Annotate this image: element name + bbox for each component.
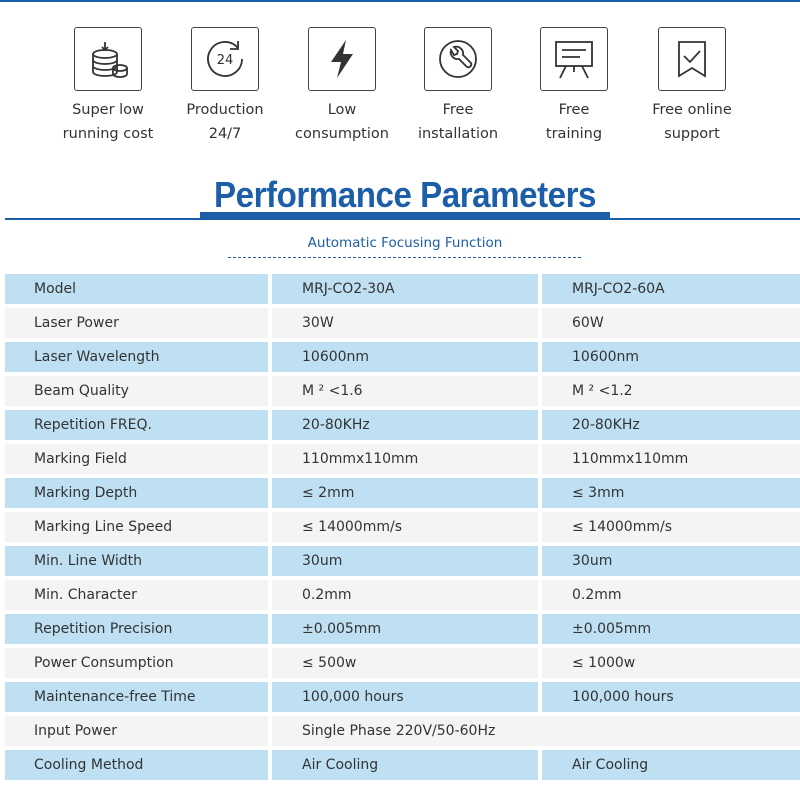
clock-24-icon xyxy=(191,27,259,91)
table-row xyxy=(5,546,800,576)
subtitle-dashed-line xyxy=(228,257,581,258)
table-row xyxy=(5,444,800,474)
table-row xyxy=(5,376,800,406)
feature-caption: Free training xyxy=(545,102,603,142)
param-label: Model xyxy=(5,274,268,304)
param-label: Min. Line Width xyxy=(5,546,268,576)
param-label: Cooling Method xyxy=(5,750,268,780)
table-row xyxy=(5,342,800,372)
param-value-60a: ±0.005mm xyxy=(542,614,800,644)
wrench-icon xyxy=(424,27,492,91)
param-value-60a: M ² <1.2 xyxy=(542,376,800,406)
top-border-line xyxy=(0,0,800,2)
param-value-30a: M ² <1.6 xyxy=(272,376,538,406)
param-value-60a: ≤ 3mm xyxy=(542,478,800,508)
param-value-60a: 60W xyxy=(542,308,800,338)
param-value-60a: Air Cooling xyxy=(542,750,800,780)
feature-training xyxy=(514,27,634,146)
param-value-30a: 20-80KHz xyxy=(272,410,538,440)
svg-text:24: 24 xyxy=(216,53,234,68)
param-label: Marking Line Speed xyxy=(5,512,268,542)
table-row xyxy=(5,274,800,304)
table-row xyxy=(5,648,800,678)
param-value-30a: ±0.005mm xyxy=(272,614,538,644)
param-value-30a: ≤ 14000mm/s xyxy=(272,512,538,542)
param-value-30a: 100,000 hours xyxy=(272,682,538,712)
param-value-60a: 110mmx110mm xyxy=(542,444,800,474)
section-subtitle: Automatic Focusing Function xyxy=(307,235,503,251)
support-check-icon xyxy=(658,27,726,91)
param-value-30a: 10600nm xyxy=(272,342,538,372)
param-value-60a: ≤ 1000w xyxy=(542,648,800,678)
lightning-icon xyxy=(308,27,376,91)
param-value-30a: ≤ 500w xyxy=(272,648,538,678)
param-label: Laser Wavelength xyxy=(5,342,268,372)
feature-caption: Low consumption xyxy=(295,102,389,142)
param-value-30a: Air Cooling xyxy=(272,750,538,780)
param-label: Beam Quality xyxy=(5,376,268,406)
param-label: Power Consumption xyxy=(5,648,268,678)
param-label: Min. Character xyxy=(5,580,268,610)
feature-caption: Free online support xyxy=(652,102,732,142)
param-label: Repetition FREQ. xyxy=(5,410,268,440)
param-label: Input Power xyxy=(5,716,268,746)
param-value-30a: 30W xyxy=(272,308,538,338)
param-value-30a: ≤ 2mm xyxy=(272,478,538,508)
param-label: Maintenance-free Time xyxy=(5,682,268,712)
table-row xyxy=(5,308,800,338)
section-header xyxy=(0,172,800,232)
table-row xyxy=(5,750,800,780)
param-value-30a: 110mmx110mm xyxy=(272,444,538,474)
feature-support xyxy=(632,27,752,146)
feature-running-cost xyxy=(48,27,168,146)
feature-caption: Production 24/7 xyxy=(186,102,264,142)
param-value-60a: 100,000 hours xyxy=(542,682,800,712)
coins-icon xyxy=(74,27,142,91)
feature-strip xyxy=(0,27,800,157)
table-row xyxy=(5,512,800,542)
table-row xyxy=(5,478,800,508)
feature-installation xyxy=(398,27,518,146)
param-label: Marking Field xyxy=(5,444,268,474)
param-label: Laser Power xyxy=(5,308,268,338)
feature-caption: Free installation xyxy=(417,102,499,142)
feature-caption: Super low running cost xyxy=(62,102,154,142)
param-value-60a: 30um xyxy=(542,546,800,576)
presentation-board-icon xyxy=(540,27,608,91)
table-row xyxy=(5,682,800,712)
feature-consumption xyxy=(282,27,402,146)
param-value-60a: ≤ 14000mm/s xyxy=(542,512,800,542)
param-value-60a: 0.2mm xyxy=(542,580,800,610)
page-title: Performance Parameters xyxy=(213,174,597,215)
param-value-60a: MRJ-CO2-60A xyxy=(542,274,800,304)
table-row xyxy=(5,716,800,746)
param-value-30a: 30um xyxy=(272,546,538,576)
param-value-60a: 20-80KHz xyxy=(542,410,800,440)
param-value-60a: 10600nm xyxy=(542,342,800,372)
table-row xyxy=(5,614,800,644)
param-value-30a: MRJ-CO2-30A xyxy=(272,274,538,304)
param-value-30a: 0.2mm xyxy=(272,580,538,610)
param-label: Repetition Precision xyxy=(5,614,268,644)
param-label: Marking Depth xyxy=(5,478,268,508)
param-value-merged: Single Phase 220V/50-60Hz xyxy=(272,716,800,746)
feature-production xyxy=(165,27,285,146)
table-row xyxy=(5,410,800,440)
table-row xyxy=(5,580,800,610)
